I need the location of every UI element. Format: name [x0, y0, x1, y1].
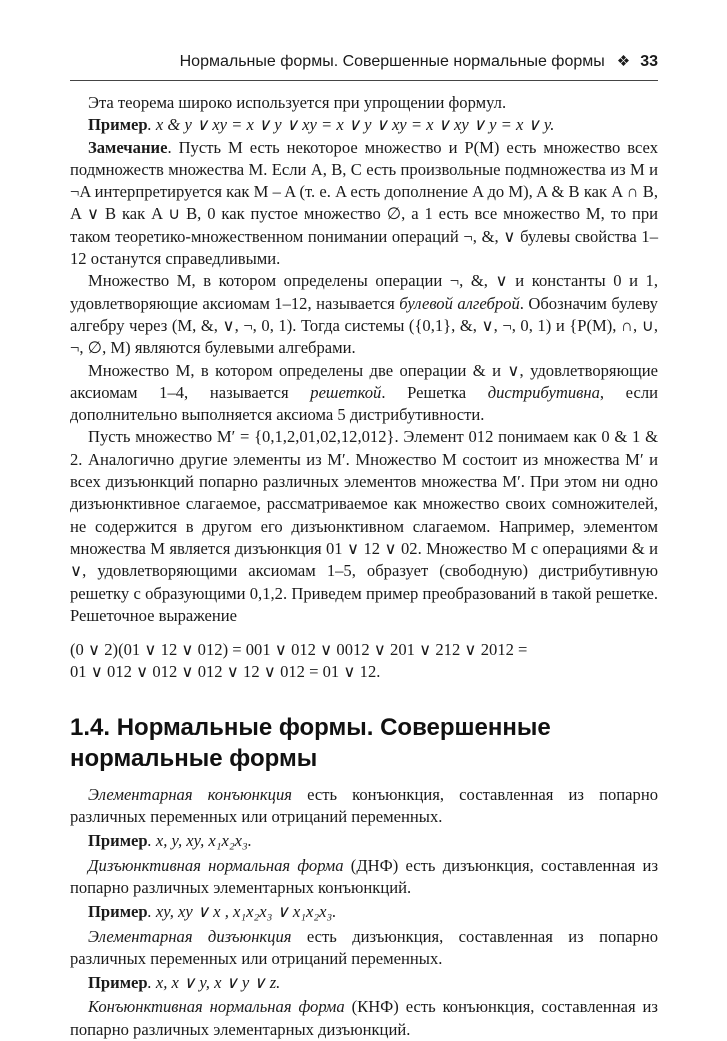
header-rule — [70, 80, 658, 81]
definition-text: есть конъюнкция, составленная из попарно различных переменных или отрицаний переменных. — [70, 784, 658, 827]
example-1 — [70, 114, 658, 136]
example-dnf — [70, 901, 658, 923]
example-label: Пример — [88, 902, 148, 922]
free-lattice-paragraph: Пусть множество M′ = {0,1,2,01,02,12,012}. Элемент 012 понимаем как 0 & 1 & 2. Аналогично другие элементы из M′. Множество M состоит из множества M′ и всех дизъюнкций попарно различных элементов множества M′. При этом ни одно дизъюнктивное слагаемое, рассматриваемое как множество своих сомножителей, не содержится в другом его дизъюнктивном слагаемом. Например, элементом множества M является дизъюнкция 01 ∨ 12 ∨ 02. Множество M с операциями & и ∨, удовлетворяющими аксиомам 1–5, образует (свободную) дистрибутивную решетку с образующими 0,1,2. Приведем пример преобразований в такой решетке. Решеточное выражение — [70, 427, 658, 625]
example-formula: . xy, xy ∨ x , x₁x₂x₃ ∨ x₁x₂x₃. — [147, 902, 337, 922]
heading-line: 1.4. Нормальные формы. Совершенные — [70, 713, 551, 741]
formula-line: (0 ∨ 2)(01 ∨ 12 ∨ 012) = 001 ∨ 012 ∨ 0012 ∨ 201 ∨ 212 ∨ 2012 = — [70, 640, 528, 660]
text-run: Множество M, в котором определены две операции & и ∨, удовлетворяющие аксиомам 1–4, называется — [70, 360, 658, 402]
section-heading — [70, 712, 658, 774]
lattice-paragraph — [70, 360, 658, 427]
example-conjunction — [70, 830, 658, 852]
def-elementary-conjunction — [70, 784, 658, 829]
def-dnf — [70, 855, 658, 900]
term: Конъюнктивная нормальная форма — [88, 997, 345, 1017]
example-formula: . x, y, xy, x₁x₂x₃. — [147, 831, 252, 851]
example-label: Пример — [88, 115, 148, 135]
running-title: Нормальные формы. Совершенные нормальные формы — [179, 53, 605, 70]
example-label: Пример — [88, 973, 148, 993]
definition-text: есть дизъюнкция, составленная из попарно различных переменных или отрицаний переменных. — [70, 926, 658, 968]
example-formula: . x, x ∨ y, x ∨ y ∨ z. — [147, 973, 281, 993]
definition-text: (КНФ) есть конъюнкция, составленная из попарно различных элементарных дизъюнкций. — [70, 997, 658, 1039]
formula-line: 01 ∨ 012 ∨ 012 ∨ 012 ∨ 12 ∨ 012 = 01 ∨ 12. — [70, 662, 381, 682]
intro-paragraph: Эта теорема широко используется при упрощении формул. — [88, 93, 507, 112]
remark-paragraph — [70, 137, 658, 271]
remark-text: . Пусть M есть некоторое множество и P(M) есть множество всех подмножеств множества M. Если A, B, C есть произвольные подмножества из M и ¬A интерпретируется как M – A (т. е. A есть дополнение A до M), A & B как A ∩ B, A ∨ B как A ∪ B, 0 как пустое множество ∅, а 1 есть все множество M, то при таком теоретико-множественном понимании операций ¬, &, ∨ булевы свойства 1–12 останутся справедливыми. — [70, 137, 658, 269]
example-disjunction — [70, 972, 658, 994]
lattice-formula — [70, 639, 658, 684]
ornament-icon: ❖ — [616, 53, 631, 70]
page-body — [70, 92, 658, 1041]
text-run: Множество M, в котором определены операции ¬, &, ∨ и константы 0 и 1, удовлетворяющие аксиомам 1–12, называется — [70, 271, 658, 313]
def-elementary-disjunction — [70, 926, 658, 971]
boolean-algebra-paragraph — [70, 270, 658, 359]
term-boolean-algebra: булевой алгеброй — [399, 293, 520, 313]
text-run: , если дополнительно выполняется аксиома 5 дистрибутивности. — [70, 382, 658, 425]
term-distributive: дистрибутивна — [487, 382, 600, 402]
example-label: Пример — [88, 831, 148, 851]
term-lattice: решеткой — [310, 382, 382, 402]
definition-text: (ДНФ) есть дизъюнкция, составленная из попарно различных элементарных конъюнкций. — [70, 855, 658, 897]
term: Элементарная дизъюнкция — [88, 926, 292, 946]
page-number: 33 — [640, 53, 658, 70]
remark-label: Замечание — [88, 137, 168, 157]
text-run: . Решетка — [381, 382, 488, 402]
term: Элементарная конъюнкция — [88, 784, 292, 804]
def-cnf — [70, 996, 658, 1041]
term: Дизъюнктивная нормальная форма — [88, 855, 344, 875]
text-run: . Обозначим булеву алгебру через (M, &, ∨, ¬, 0, 1). Тогда системы ({0,1}, &, ∨, ¬, 0, 1) и {P(M), ∩, ∪, ¬, ∅, M) являются булевыми алгебрами. — [70, 293, 658, 358]
example-formula: . x & y ∨ xy = x ∨ y ∨ xy = x ∨ y ∨ xy = x ∨ xy ∨ y = x ∨ y. — [147, 115, 555, 135]
running-header — [70, 52, 658, 76]
heading-line: нормальные формы — [70, 744, 318, 772]
